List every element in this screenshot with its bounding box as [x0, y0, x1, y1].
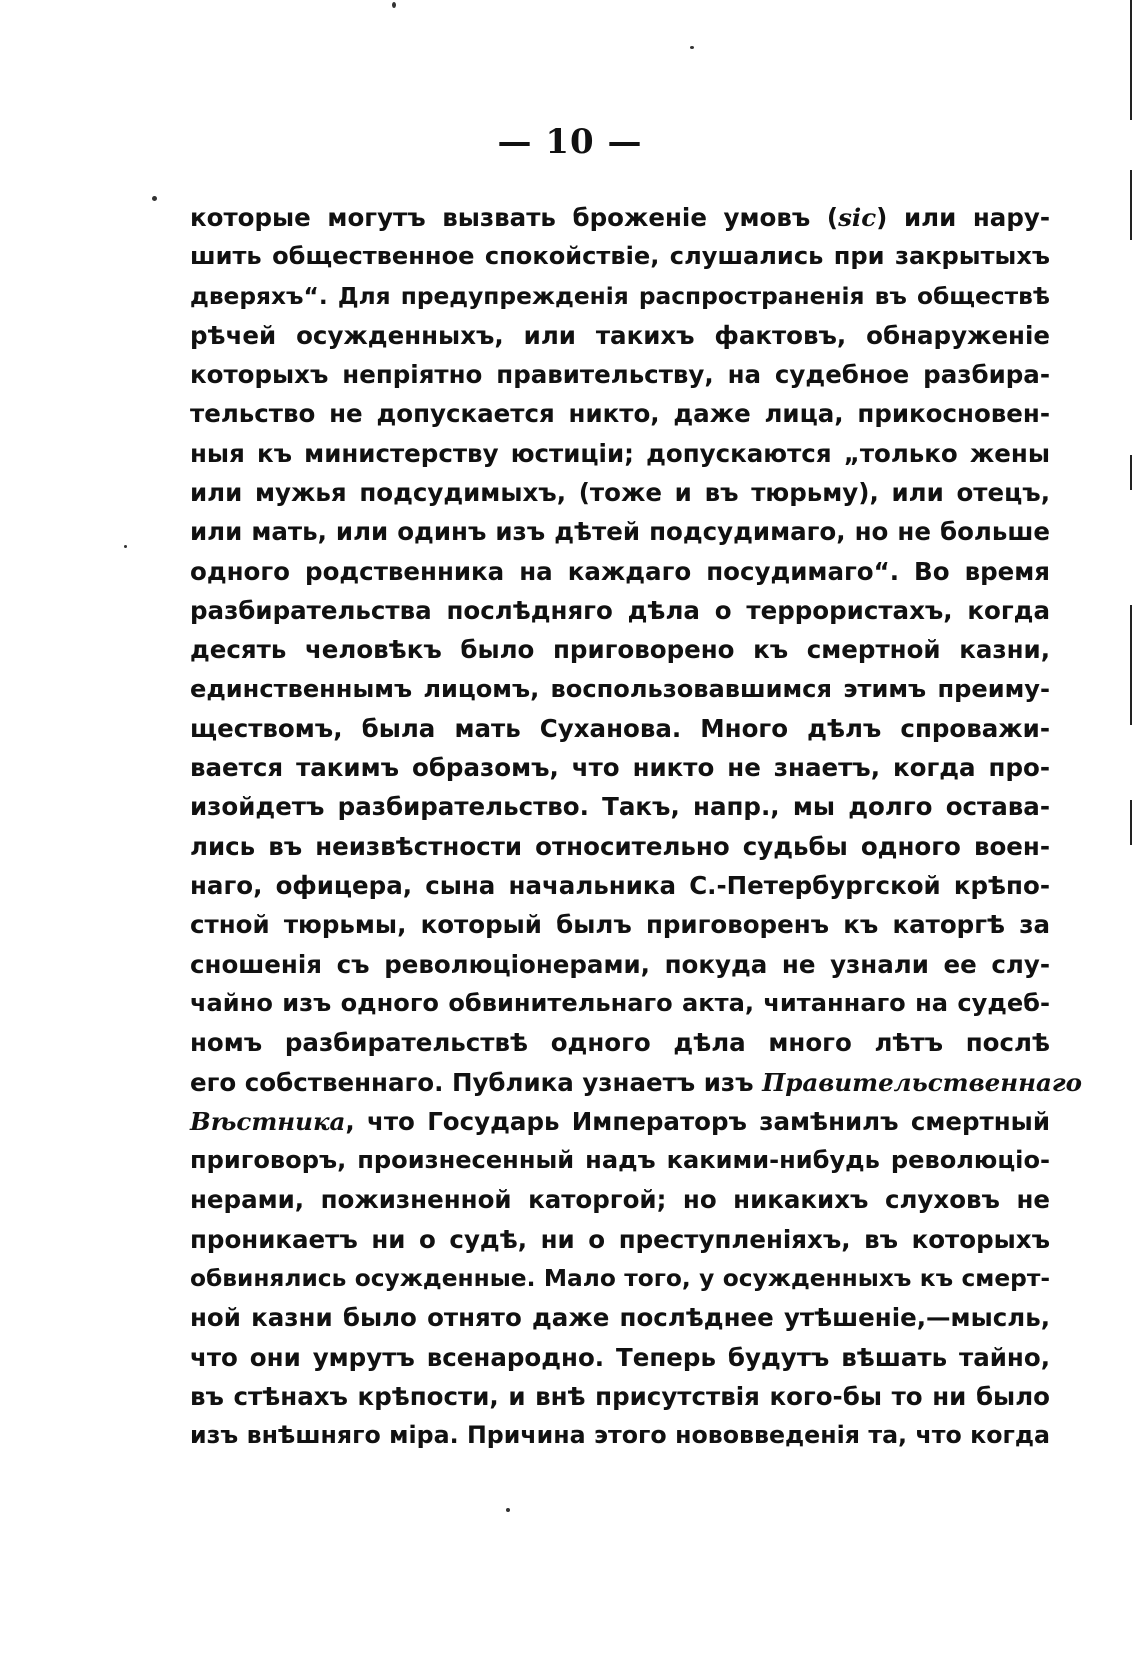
text-line: стной тюрьмы, который былъ приговоренъ къ каторгѣ за [190, 910, 1050, 940]
text-run: его собственнаго. Публика узнаетъ изъ [190, 1067, 763, 1097]
text-line [190, 198, 1050, 237]
scan-speck [152, 196, 157, 201]
scan-edge-line [1130, 605, 1132, 725]
text-run: , что Государь Императоръ замѣнилъ смертный [345, 1106, 1050, 1136]
text-line: вается такимъ образомъ, что никто не знаетъ, когда про- [190, 753, 1050, 783]
text-line: приговоръ, произнесенный надъ какими-нибудь революціо- [190, 1146, 1050, 1175]
text-line: номъ разбирательствѣ одного дѣла много лѣтъ послѣ [190, 1028, 1050, 1058]
italic-text-run: Вѣстника [190, 1106, 346, 1136]
text-line [190, 1102, 1050, 1141]
text-line: чайно изъ одного обвинительнаго акта, читаннаго на судеб- [190, 988, 1050, 1017]
scan-speck [690, 46, 694, 49]
text-line: лись въ неизвѣстности относительно судьбы одного воен- [190, 831, 1050, 861]
italic-text-run: sic [838, 203, 877, 232]
text-run: которые могутъ вызвать броженіе умовъ ( [190, 203, 839, 232]
scan-speck [506, 1508, 510, 1512]
text-line: обвинялись осужденные. Мало того, у осужденныхъ къ смерт- [190, 1265, 1050, 1293]
text-line: ществомъ, была мать Суханова. Много дѣлъ спроважи- [190, 713, 1050, 743]
body-text [190, 198, 1082, 1456]
text-line: сношенія съ революціонерами, покуда не узнали ее слу- [190, 949, 1050, 979]
text-line: что они умрутъ всенародно. Теперь будутъ вѣшать тайно, [190, 1342, 1050, 1372]
text-line: изойдетъ разбирательство. Такъ, напр., мы долго остава- [190, 792, 1050, 822]
scan-speck [392, 2, 396, 8]
text-line: шить общественное спокойствіе, слушались при закрытыхъ [190, 242, 1050, 271]
text-line: наго, офицера, сына начальника С.-Петербургской крѣпо- [190, 871, 1050, 901]
text-line [190, 1063, 1082, 1102]
text-line: или мать, или одинъ изъ дѣтей подсудимаго, но не больше [190, 517, 1050, 547]
text-line: ныя къ министерству юстиціи; допускаются „только жены [190, 438, 1050, 468]
text-line: тельство не допускается никто, даже лица, прикосновен- [190, 399, 1050, 429]
text-line: которыхъ непріятно правительству, на судебное разбира- [190, 360, 1050, 390]
scan-speck [124, 545, 127, 548]
text-line: или мужья подсудимыхъ, (тоже и въ тюрьму), или отецъ, [190, 478, 1050, 508]
text-run: ) или нару- [876, 203, 1051, 232]
text-line: изъ внѣшняго міра. Причина этого нововведенія та, что когда [190, 1421, 1050, 1450]
scan-edge-line [1130, 0, 1132, 120]
text-line: единственнымъ лицомъ, воспользовавшимся этимъ преиму- [190, 674, 1050, 703]
text-line: проникаетъ ни о судѣ, ни о преступленіяхъ, въ которыхъ [190, 1224, 1050, 1254]
text-line: дверяхъ“. Для предупрежденія распространенія въ обществѣ [190, 282, 1050, 310]
page-number: — 10 — [497, 122, 643, 162]
text-line: десять человѣкъ было приговорено къ смертной казни, [190, 635, 1050, 665]
text-line: разбирательства послѣдняго дѣла о террористахъ, когда [190, 595, 1050, 625]
scan-edge-line [1130, 800, 1132, 845]
scan-edge-line [1130, 455, 1132, 490]
text-line: рѣчей осужденныхъ, или такихъ фактовъ, обнаруженіе [190, 320, 1050, 350]
italic-text-run: Правительственнаго [762, 1067, 1082, 1097]
text-line: ной казни было отнято даже послѣднее утѣшеніе,—мысль, [190, 1303, 1050, 1333]
scan-edge-line [1130, 170, 1132, 240]
text-line: въ стѣнахъ крѣпости, и внѣ присутствія кого-бы то ни было [190, 1381, 1050, 1411]
text-line: нерами, пожизненной каторгой; но никакихъ слуховъ не [190, 1185, 1050, 1215]
text-line: одного родственника на каждаго посудимаго“. Во время [190, 556, 1050, 586]
